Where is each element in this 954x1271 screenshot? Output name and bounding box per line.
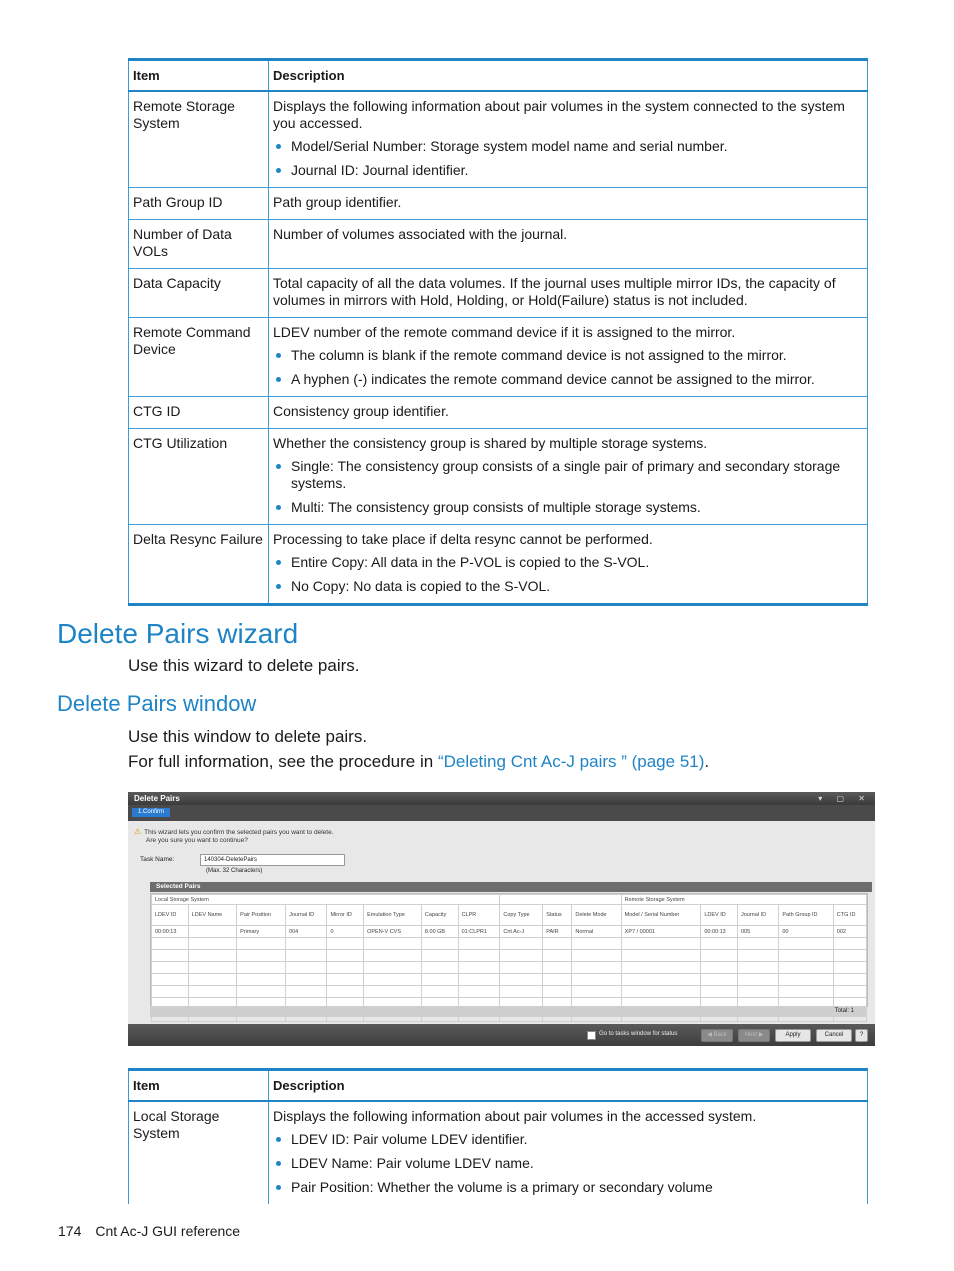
- list-item: Single: The consistency group consists of a single pair of primary and secondary storage systems.: [291, 458, 863, 492]
- grid-column-header[interactable]: Model / Serial Number: [621, 905, 701, 926]
- description-text: Displays the following information about pair volumes in the system connected to the system you accessed.: [273, 98, 845, 131]
- go-to-tasks-label: Go to tasks window for status: [599, 1031, 678, 1037]
- apply-button[interactable]: Apply: [775, 1029, 811, 1042]
- grid-cell-empty: [621, 962, 701, 974]
- grid-cell-empty: [327, 950, 364, 962]
- grid-cell-empty: [500, 962, 543, 974]
- table-row: [129, 220, 868, 269]
- total-bar: [150, 1006, 866, 1017]
- grid-cell-empty: [500, 950, 543, 962]
- grid-cell-empty: [737, 938, 778, 950]
- total-count: Total: 1: [834, 1008, 854, 1014]
- wizard-description: Use this wizard to delete pairs.: [128, 656, 360, 675]
- grid-cell-empty: [543, 962, 572, 974]
- grid-cell-empty: [421, 962, 458, 974]
- grid-column-header[interactable]: Mirror ID: [327, 905, 364, 926]
- grid-cell-empty: [572, 962, 621, 974]
- row-description: [269, 1101, 868, 1204]
- grid-column-header[interactable]: CTG ID: [833, 905, 866, 926]
- grid-cell-empty: [188, 950, 237, 962]
- row-item: Path Group ID: [129, 188, 269, 220]
- reference-paragraph: [128, 752, 709, 772]
- grid-row-empty: [152, 986, 867, 998]
- header-description: Description: [269, 60, 868, 92]
- grid-column-header[interactable]: Journal ID: [737, 905, 778, 926]
- grid-row-empty: [152, 962, 867, 974]
- grid-cell-empty: [286, 986, 327, 998]
- grid-cell: Cnt Ac-J: [500, 926, 543, 938]
- description-text: Whether the consistency group is shared by multiple storage systems.: [273, 435, 708, 451]
- grid-cell-empty: [737, 950, 778, 962]
- grid-cell-empty: [621, 986, 701, 998]
- description-text: LDEV number of the remote command device if it is assigned to the mirror.: [273, 324, 736, 340]
- grid-cell: [188, 926, 237, 938]
- table-row: [129, 269, 868, 318]
- grid-cell-empty: [621, 974, 701, 986]
- grid-cell-empty: [779, 974, 833, 986]
- grid-cell: 8.00 GB: [421, 926, 458, 938]
- bullet-list: [273, 458, 863, 516]
- grid-cell-empty: [458, 986, 500, 998]
- grid-cell-empty: [327, 938, 364, 950]
- grid-cell-empty: [500, 974, 543, 986]
- chapter-title: Cnt Ac-J GUI reference: [95, 1223, 241, 1239]
- reference-link[interactable]: “Deleting Cnt Ac-J pairs ” (page 51): [437, 752, 705, 771]
- grid-cell-empty: [364, 938, 422, 950]
- header-item: Item: [129, 1070, 269, 1102]
- description-table-remote: [128, 58, 868, 606]
- grid-cell-empty: [237, 986, 286, 998]
- task-name-hint: (Max. 32 Characters): [206, 868, 263, 874]
- table-row: [129, 525, 868, 605]
- go-to-tasks-checkbox[interactable]: [587, 1031, 596, 1040]
- grid-cell-empty: [188, 962, 237, 974]
- selected-pairs-title: Selected Pairs: [150, 882, 872, 892]
- grid-cell-empty: [364, 950, 422, 962]
- list-item: A hyphen (-) indicates the remote command device cannot be assigned to the mirror.: [291, 371, 863, 388]
- delete-pairs-screenshot: [128, 792, 875, 1046]
- description-text: Total capacity of all the data volumes. If the journal uses multiple mirror IDs, the capacity of volumes in mirrors with Hold, Holding, or Hold(Failure) status is not included.: [273, 275, 836, 308]
- grid-cell-empty: [188, 986, 237, 998]
- list-item: Model/Serial Number: Storage system model name and serial number.: [291, 138, 863, 155]
- cancel-button[interactable]: Cancel: [816, 1029, 852, 1042]
- row-description: [269, 269, 868, 318]
- grid-cell-empty: [500, 986, 543, 998]
- grid-cell-empty: [572, 938, 621, 950]
- grid-column-header[interactable]: Capacity: [421, 905, 458, 926]
- help-icon[interactable]: ?: [855, 1029, 868, 1042]
- grid-cell-empty: [286, 938, 327, 950]
- grid-cell-empty: [779, 962, 833, 974]
- row-item: Local Storage System: [129, 1101, 269, 1204]
- grid-column-header[interactable]: Copy Type: [500, 905, 543, 926]
- page-footer: [58, 1223, 254, 1239]
- list-item: Entire Copy: All data in the P-VOL is copied to the S-VOL.: [291, 554, 863, 571]
- task-name-input[interactable]: 140304-DeletePairs: [200, 854, 345, 866]
- grid-cell-empty: [152, 962, 189, 974]
- grid-cell-empty: [779, 950, 833, 962]
- grid-column-header[interactable]: LDEV ID: [152, 905, 189, 926]
- grid-cell: XP7 / 00001: [621, 926, 701, 938]
- wizard-stepbar: [128, 805, 875, 821]
- warning-line-1: This wizard lets you confirm the selected pairs you want to delete.: [144, 829, 334, 836]
- grid-cell-empty: [327, 974, 364, 986]
- grid-cell: 0: [327, 926, 364, 938]
- table-header-row: [129, 60, 868, 92]
- group-remote-header: Remote Storage System: [621, 895, 866, 905]
- row-item: Delta Resync Failure: [129, 525, 269, 605]
- list-item: Pair Position: Whether the volume is a primary or secondary volume: [291, 1179, 863, 1196]
- row-description: [269, 525, 868, 605]
- grid-cell: 00: [779, 926, 833, 938]
- description-text: Path group identifier.: [273, 194, 402, 210]
- row-item: Remote Command Device: [129, 318, 269, 397]
- grid-cell-empty: [701, 986, 738, 998]
- list-item: LDEV ID: Pair volume LDEV identifier.: [291, 1131, 863, 1148]
- list-item: No Copy: No data is copied to the S-VOL.: [291, 578, 863, 595]
- grid-cell-empty: [286, 962, 327, 974]
- grid-cell-empty: [833, 986, 866, 998]
- grid-cell-empty: [421, 938, 458, 950]
- bullet-list: [273, 554, 863, 595]
- bullet-list: [273, 347, 863, 388]
- grid-cell-empty: [779, 938, 833, 950]
- row-description: [269, 188, 868, 220]
- table-header-row: [129, 1070, 868, 1102]
- grid-cell-empty: [621, 950, 701, 962]
- step-confirm: 1.Confirm: [132, 808, 170, 817]
- grid-cell-empty: [286, 974, 327, 986]
- warning-message: [134, 828, 333, 845]
- warning-line-2: Are you sure you want to continue?: [146, 837, 248, 844]
- back-button[interactable]: ◀ Back: [701, 1029, 733, 1042]
- row-item: CTG Utilization: [129, 429, 269, 525]
- grid-row-empty: [152, 974, 867, 986]
- grid-cell-empty: [543, 938, 572, 950]
- grid-cell-empty: [572, 974, 621, 986]
- grid-cell-empty: [500, 938, 543, 950]
- grid-row[interactable]: [152, 926, 867, 938]
- grid-cell-empty: [237, 950, 286, 962]
- grid-cell-empty: [737, 974, 778, 986]
- grid-cell-empty: [572, 986, 621, 998]
- grid-cell-empty: [701, 938, 738, 950]
- grid-cell-empty: [152, 950, 189, 962]
- row-description: [269, 397, 868, 429]
- grid-cell-empty: [458, 962, 500, 974]
- grid-cell-empty: [421, 950, 458, 962]
- grid-cell: Primary: [237, 926, 286, 938]
- grid-cell-empty: [737, 962, 778, 974]
- table-row: [129, 318, 868, 397]
- grid-column-header[interactable]: Journal ID: [286, 905, 327, 926]
- grid-cell-empty: [701, 962, 738, 974]
- description-text: Displays the following information about pair volumes in the accessed system.: [273, 1108, 757, 1124]
- row-item: Remote Storage System: [129, 91, 269, 188]
- grid-cell-empty: [152, 938, 189, 950]
- grid-column-header[interactable]: Status: [543, 905, 572, 926]
- dialog-title: Delete Pairs: [134, 794, 180, 803]
- grid-column-header[interactable]: Emulation Type: [364, 905, 422, 926]
- reference-prefix: For full information, see the procedure in: [128, 752, 438, 771]
- row-item: Data Capacity: [129, 269, 269, 318]
- grid-cell-empty: [327, 986, 364, 998]
- grid-column-header[interactable]: Delete Mode: [572, 905, 621, 926]
- grid-row-empty: [152, 950, 867, 962]
- grid-cell: 004: [286, 926, 327, 938]
- grid-cell-empty: [364, 986, 422, 998]
- description-table-local: [128, 1068, 868, 1204]
- row-item: CTG ID: [129, 397, 269, 429]
- grid-cell: Normal: [572, 926, 621, 938]
- row-description: [269, 91, 868, 188]
- grid-cell-empty: [237, 974, 286, 986]
- grid-row-empty: [152, 938, 867, 950]
- window-description: Use this window to delete pairs.: [128, 727, 368, 746]
- list-item: The column is blank if the remote command device is not assigned to the mirror.: [291, 347, 863, 364]
- grid-cell: OPEN-V CVS: [364, 926, 422, 938]
- grid-cell-empty: [458, 950, 500, 962]
- row-item: Number of Data VOLs: [129, 220, 269, 269]
- dialog-bottombar: [128, 1024, 875, 1046]
- grid-cell-empty: [152, 974, 189, 986]
- header-description: Description: [269, 1070, 868, 1102]
- list-item: LDEV Name: Pair volume LDEV name.: [291, 1155, 863, 1172]
- header-item: Item: [129, 60, 269, 92]
- table-row: [129, 188, 868, 220]
- grid-cell: 00:00:13: [152, 926, 189, 938]
- group-local-header: Local Storage System: [152, 895, 500, 905]
- grid-cell-empty: [458, 938, 500, 950]
- grid-cell-empty: [421, 986, 458, 998]
- section-heading-window: Delete Pairs window: [57, 691, 257, 716]
- window-controls-icon[interactable]: ▾ ▢ ✕: [818, 794, 871, 803]
- grid-cell: PAIR: [543, 926, 572, 938]
- selected-pairs-grid: [150, 893, 868, 1007]
- grid-cell: 00:00:13: [701, 926, 738, 938]
- grid-cell-empty: [421, 974, 458, 986]
- task-name-label: Task Name:: [140, 856, 175, 863]
- table-row: [129, 397, 868, 429]
- grid-column-header[interactable]: Pair Position: [237, 905, 286, 926]
- warning-icon: ⚠: [134, 827, 142, 836]
- grid-cell-empty: [833, 962, 866, 974]
- row-description: [269, 318, 868, 397]
- bullet-list: [273, 1131, 863, 1196]
- bullet-list: [273, 138, 863, 179]
- grid-cell-empty: [543, 986, 572, 998]
- list-item: Multi: The consistency group consists of multiple storage systems.: [291, 499, 863, 516]
- grid-cell-empty: [458, 974, 500, 986]
- grid-cell: 002: [833, 926, 866, 938]
- grid-cell-empty: [543, 974, 572, 986]
- dialog-titlebar: [128, 792, 875, 805]
- grid-cell-empty: [833, 938, 866, 950]
- grid-cell: 01:CLPR1: [458, 926, 500, 938]
- grid-cell-empty: [152, 986, 189, 998]
- grid-cell-empty: [621, 938, 701, 950]
- grid-cell-empty: [237, 962, 286, 974]
- grid-cell-empty: [779, 986, 833, 998]
- grid-cell-empty: [701, 950, 738, 962]
- page-number: 174: [58, 1223, 82, 1239]
- grid-cell-empty: [237, 938, 286, 950]
- grid-column-header[interactable]: LDEV ID: [701, 905, 738, 926]
- table-body: [129, 1101, 868, 1204]
- grid-column-header[interactable]: CLPR: [458, 905, 500, 926]
- description-text: Processing to take place if delta resync cannot be performed.: [273, 531, 653, 547]
- grid-column-header[interactable]: Path Group ID: [779, 905, 833, 926]
- grid-cell-empty: [188, 938, 237, 950]
- reference-suffix: .: [704, 752, 710, 771]
- next-button[interactable]: Next ▶: [738, 1029, 770, 1042]
- grid-cell-empty: [737, 986, 778, 998]
- table-row: [129, 1101, 868, 1204]
- description-text: Consistency group identifier.: [273, 403, 449, 419]
- row-description: [269, 220, 868, 269]
- list-item: Journal ID: Journal identifier.: [291, 162, 863, 179]
- grid-cell: 005: [737, 926, 778, 938]
- grid-column-header[interactable]: LDEV Name: [188, 905, 237, 926]
- table-row: [129, 91, 868, 188]
- grid-cell-empty: [572, 950, 621, 962]
- table-body: [129, 91, 868, 605]
- grid-cell-empty: [188, 974, 237, 986]
- grid-cell-empty: [364, 974, 422, 986]
- grid-cell-empty: [701, 974, 738, 986]
- table-row: [129, 429, 868, 525]
- grid-cell-empty: [543, 950, 572, 962]
- grid-cell-empty: [833, 974, 866, 986]
- section-heading-wizard: Delete Pairs wizard: [57, 618, 299, 649]
- grid-cell-empty: [286, 950, 327, 962]
- description-text: Number of volumes associated with the journal.: [273, 226, 568, 242]
- grid-cell-empty: [833, 950, 866, 962]
- grid-cell-empty: [327, 962, 364, 974]
- grid-cell-empty: [364, 962, 422, 974]
- row-description: [269, 429, 868, 525]
- group-spacer: [500, 895, 621, 905]
- grid-column-headers: [152, 905, 867, 926]
